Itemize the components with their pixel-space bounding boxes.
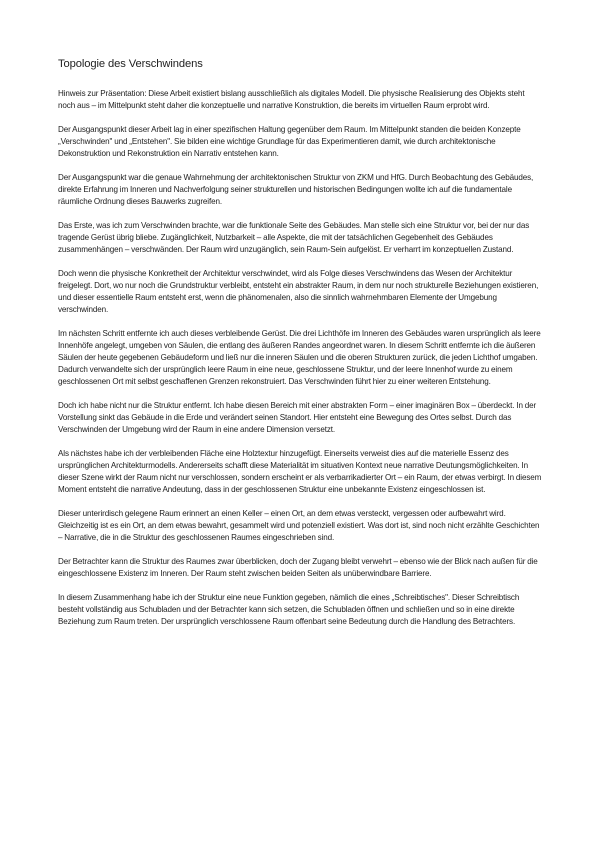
paragraph-underground-room: Dieser unterirdisch gelegene Raum erinnert an einen Keller – einen Ort, an dem etwas versteckt, vergessen oder aufbewahrt wird. Gleichzeitig ist es ein Ort, an dem etwas bewahrt, gesammelt wird und potenziell existiert. Was dort ist, sind noch nicht erzählte Geschichten – Narrative, die in die Struktur des geschlossenen Raumes eingeschrieben sind. <box>58 508 540 542</box>
paragraph-removing-framework: Im nächsten Schritt entfernte ich auch dieses verbleibende Gerüst. Die drei Lichthöfe im Inneren des Gebäudes waren ursprünglich als leere Innenhöfe angelegt, umgeben von Säulen, die entlang des äußeren Randes angeordnet waren. In diesem Schritt entfernte ich die äußeren Säulen der heute gegebenen Gebäudeform und ließ nur die inneren Säulen und die oberen Strukturen zurück, die jeden Lichthof umgaben. Dadurch verwandelte sich der ursprünglich leere Raum in eine neue, geschlossene Struktur, und der leere Innenhof wurde zu einem geschlossenen Ort mit selbst geschaffenen Grenzen rekonstruiert. Das Verschwinden führt hier zu einer weiteren Entstehung. <box>58 329 541 386</box>
document-page <box>58 57 543 640</box>
document-title: Topologie des Verschwindens <box>58 58 203 70</box>
paragraph-desk-function: In diesem Zusammenhang habe ich der Struktur eine neue Funktion gegeben, nämlich die eines „Schreibtisches". Dieser Schreibtisch besteht vollständig aus Schubladen und der Betrachter kann sich setzen, die Schubladen öffnen und schließen und so in eine direkte Beziehung zum Raum treten. Der ursprünglich verschlossene Raum offenbart seine Bedeutung durch die Handlung des Betrachters. <box>58 592 520 626</box>
paragraph-viewer-barrier: Der Betrachter kann die Struktur des Raumes zwar überblicken, doch der Zugang bleibt verwehrt – ebenso wie der Blick nach außen für die eingeschlossene Existenz im Inneren. Der Raum steht zwischen beiden Seiten als unüberwindbare Barriere. <box>58 556 538 578</box>
paragraph-wood-texture: Als nächstes habe ich der verbleibenden Fläche eine Holztextur hinzugefügt. Einerseits verweist dies auf die materielle Essenz des ursprünglichen Architekturmodells. Andererseits schafft diese Materialität im situativen Kontext neue narrative Deutungsmöglichkeiten. In dieser Szene wirkt der Raum nicht nur verschlossen, sondern erscheint er als verbarrikadierter Ort – ein Raum, der etwas verbirgt. In diesem Moment entsteht die narrative Andeutung, dass in der geschlossenen Struktur eine unbekannte Existenz eingeschlossen ist. <box>58 448 542 494</box>
paragraph-essence-revealed: Doch wenn die physische Konkretheit der Architektur verschwindet, wird als Folge dieses Verschwindens das Wesen der Architektur freigelegt. Dort, wo nur noch die Grundstruktur verbleibt, entsteht ein abstrakter Raum, in dem nur noch strukturelle Beziehungen existieren, und dieser essentielle Raum entsteht erst, wenn die phänomenalen, also die sinnlich wahrnehmbaren Elemente der Umgebung verschwinden. <box>58 269 539 314</box>
paragraph-perception-of-structure: Der Ausgangspunkt war die genaue Wahrnehmung der architektonischen Struktur von ZKM und HfG. Durch Beobachtung des Gebäudes, direkte Erfahrung im Inneren und Nachverfolgung seiner strukturellen und historischen Bedingungen wollte ich auf die fundamentale räumliche Ordnung dieses Bauwerks zugreifen. <box>58 173 534 206</box>
paragraph-imaginary-box: Doch ich habe nicht nur die Struktur entfernt. Ich habe diesen Bereich mit einer abstrakten Form – einer imaginären Box – überdeckt. In der Vorstellung sinkt das Gebäude in die Erde und verändert seinen Standort. Hier entsteht eine Bewegung des Ortes selbst. Durch das Verschwinden der Umgebung wird der Raum in eine andere Dimension versetzt. <box>58 400 537 434</box>
paragraph-functional-disappearance: Das Erste, was ich zum Verschwinden brachte, war die funktionale Seite des Gebäudes. Man stelle sich eine Struktur vor, bei der nur das tragende Gerüst übrig bliebe. Zugänglichkeit, Nutzbarkeit – alle Aspekte, die mit der tatsächlichen Gegebenheit des Gebäudes zusammenhängen – verschwänden. Der Raum wird unzugänglich, sein Raum-Sein aufgelöst. Er verharrt im konzeptuellen Zustand. <box>58 221 530 254</box>
paragraph-presentation-note: Hinweis zur Präsentation: Diese Arbeit existiert bislang ausschließlich als digitales Modell. Die physische Realisierung des Objekts steht noch aus – im Mittelpunkt steht daher die konzeptuelle und narrative Konstruktion, die bereits im virtuellen Raum erprobt wird. <box>58 89 525 110</box>
paragraph-starting-point-attitude: Der Ausgangspunkt dieser Arbeit lag in einer spezifischen Haltung gegenüber dem Raum. Im Mittelpunkt standen die beiden Konzepte „Verschwinden" und „Entstehen". Sie bilden eine wichtige Grundlage für das Experimentieren damit, wie durch architektonische Dekonstruktion und Rekonstruktion ein Narrativ entstehen kann. <box>58 125 521 158</box>
